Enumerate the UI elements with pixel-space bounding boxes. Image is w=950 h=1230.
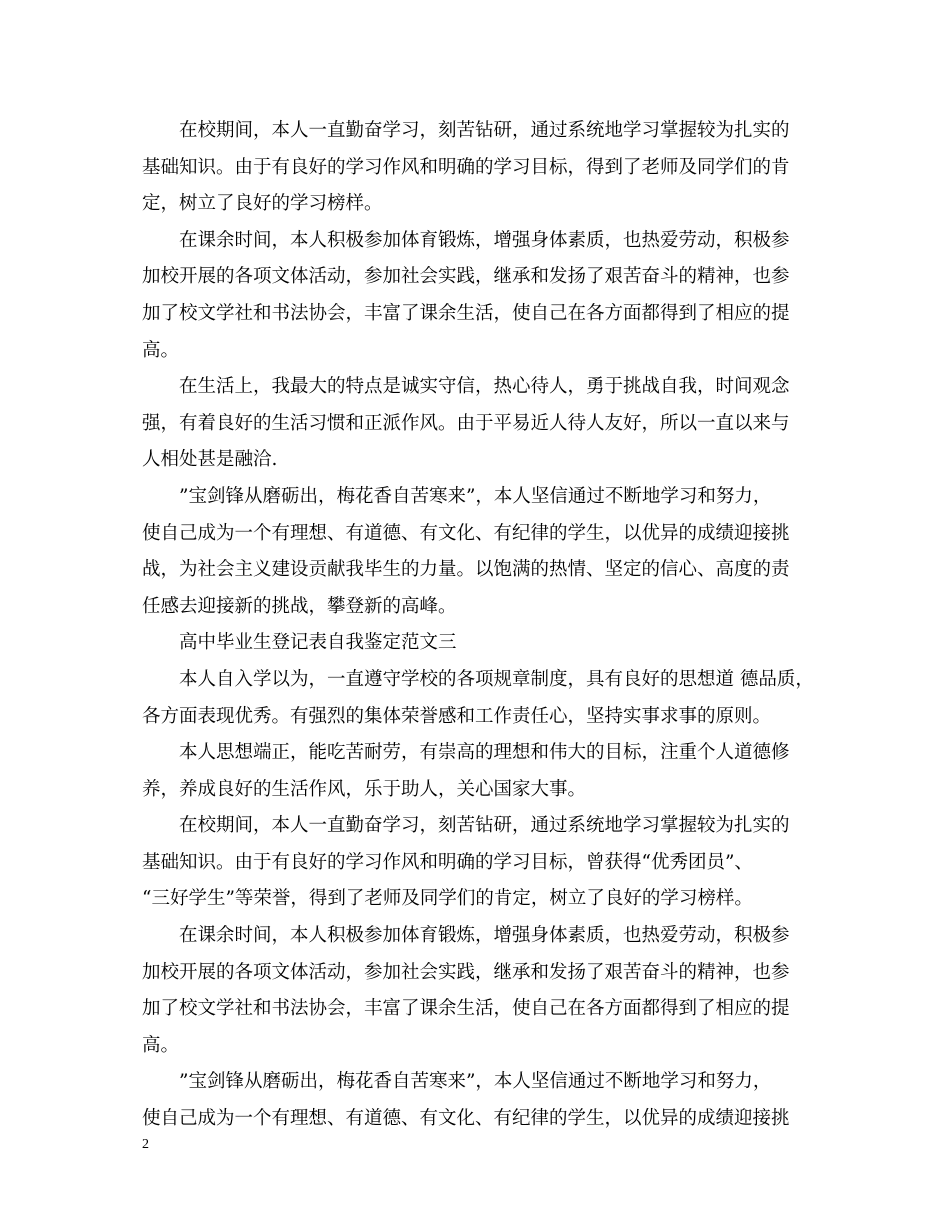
text-line: 加校开展的各项文体活动，参加社会实践，继承和发扬了艰苦奋斗的精神，也参 bbox=[142, 961, 790, 983]
text-line: 本人思想端正，能吃苦耐劳，有崇高的理想和伟大的目标，注重个人道德修 bbox=[179, 742, 790, 764]
text-line: 基础知识。由于有良好的学习作风和明确的学习目标，得到了老师及同学们的肯 bbox=[142, 156, 790, 178]
text-line: 在校期间，本人一直勤奋学习，刻苦钻研，通过系统地学习掌握较为扎实的 bbox=[179, 815, 790, 837]
text-line: ”宝剑锋从磨砺出，梅花香自苦寒来”，本人坚信通过不断地学习和努力， bbox=[179, 1071, 772, 1093]
text-line: 加了校文学社和书法协会，丰富了课余生活，使自己在各方面都得到了相应的提 bbox=[142, 998, 790, 1020]
text-line: 养，养成良好的生活作风，乐于助人，关心国家大事。 bbox=[142, 778, 587, 800]
text-line: 在课余时间，本人积极参加体育锻炼，增强身体素质，也热爱劳动，积极参 bbox=[179, 229, 790, 251]
text-line: 战，为社会主义建设贡献我毕生的力量。以饱满的热情、坚定的信心、高度的责 bbox=[142, 559, 790, 581]
text-line: 人相处甚是融洽. bbox=[142, 449, 278, 471]
document-body bbox=[142, 113, 814, 1138]
text-line: 使自己成为一个有理想、有道德、有文化、有纪律的学生，以优异的成绩迎接挑 bbox=[142, 522, 790, 544]
text-line: 强，有着良好的生活习惯和正派作风。由于平易近人待人友好，所以一直以来与 bbox=[142, 412, 790, 434]
text-line: 任感去迎接新的挑战，攀登新的高峰。 bbox=[142, 595, 457, 617]
text-line: 高中毕业生登记表自我鉴定范文三 bbox=[179, 632, 457, 654]
text-line: 加校开展的各项文体活动，参加社会实践，继承和发扬了艰苦奋斗的精神，也参 bbox=[142, 266, 790, 288]
text-line: 高。 bbox=[142, 1034, 180, 1056]
text-line: 基础知识。由于有良好的学习作风和明确的学习目标，曾获得“优秀团员”、 bbox=[142, 851, 753, 873]
text-line: 在课余时间，本人积极参加体育锻炼，增强身体素质，也热爱劳动，积极参 bbox=[179, 925, 790, 947]
page-number: 2 bbox=[142, 1137, 149, 1152]
text-line: “三好学生”等荣誉，得到了老师及同学们的肯定，树立了良好的学习榜样。 bbox=[142, 888, 753, 910]
text-line: 在校期间，本人一直勤奋学习，刻苦钻研，通过系统地学习掌握较为扎实的 bbox=[179, 120, 790, 141]
text-line: 本人自入学以为，一直遵守学校的各项规章制度，具有良好的思想道 德品质， bbox=[179, 668, 814, 690]
text-line: 在生活上，我最大的特点是诚实守信，热心待人，勇于挑战自我，时间观念 bbox=[179, 376, 790, 398]
text-line: 加了校文学社和书法协会，丰富了课余生活，使自己在各方面都得到了相应的提 bbox=[142, 302, 790, 324]
text-line: 定，树立了良好的学习榜样。 bbox=[142, 193, 383, 215]
text-line: ”宝剑锋从磨砺出，梅花香自苦寒来”，本人坚信通过不断地学习和努力， bbox=[179, 485, 772, 507]
text-line: 使自己成为一个有理想、有道德、有文化、有纪律的学生，以优异的成绩迎接挑 bbox=[142, 1108, 790, 1130]
text-line: 高。 bbox=[142, 339, 180, 361]
text-line: 各方面表现优秀。有强烈的集体荣誉感和工作责任心，坚持实事求事的原则。 bbox=[142, 705, 772, 727]
